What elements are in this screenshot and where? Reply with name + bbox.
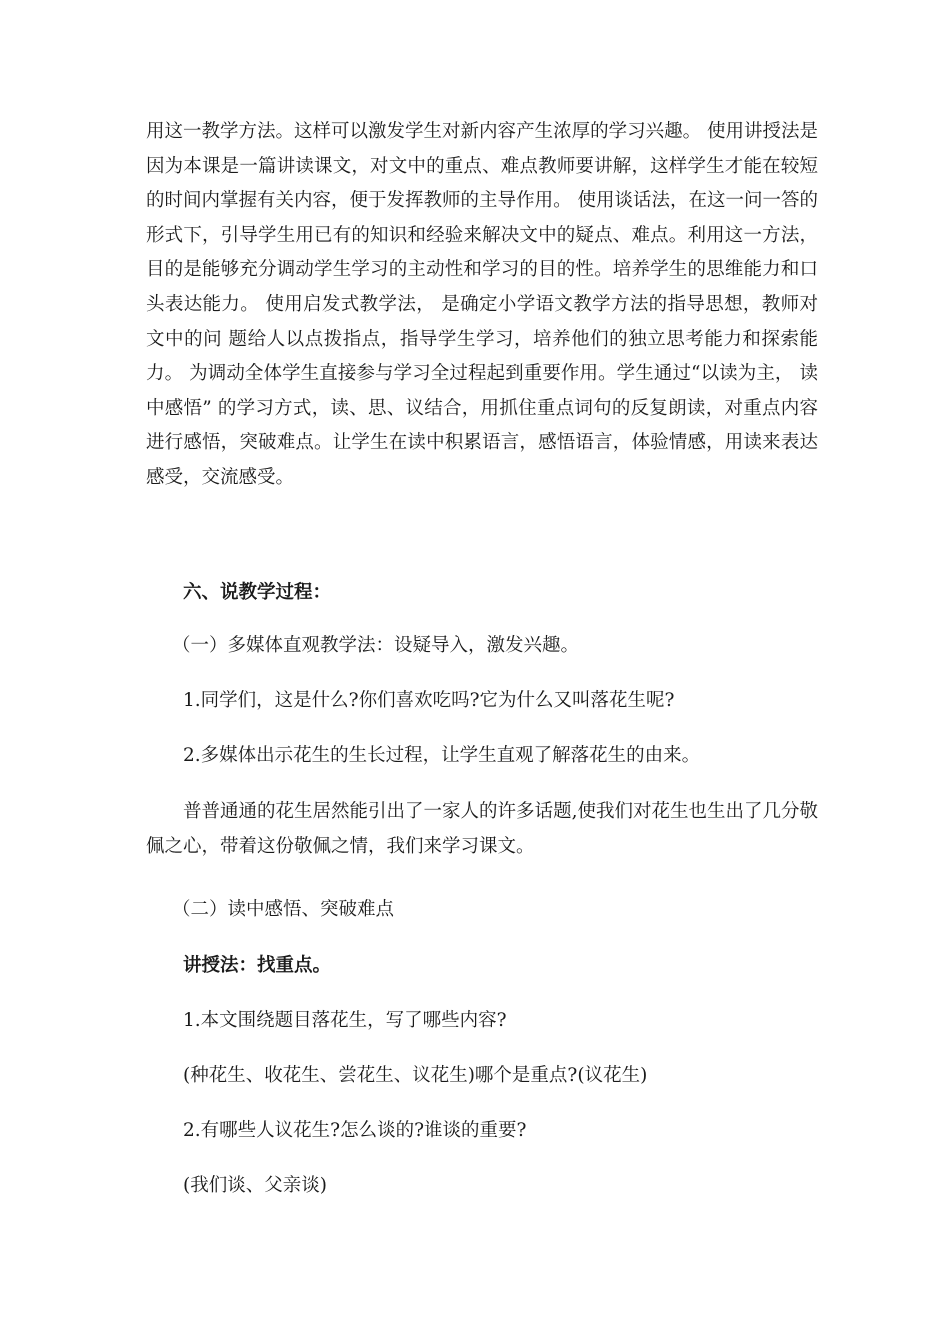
question-2: 2.有哪些人议花生?怎么谈的?谁谈的重要? [183,1120,527,1141]
step-one-heading: （一）多媒体直观教学法：设疑导入，激发兴趣。 [172,635,580,656]
step-two-heading: （二）读中感悟、突破难点 [172,899,395,920]
step-one-item-2: 2.多媒体出示花生的生长过程，让学生直观了解落花生的由来。 [183,745,701,766]
teaching-method-paragraph: 用这一教学方法。这样可以激发学生对新内容产生浓厚的学习兴趣。 使用讲授法是因为本课是一篇讲读课文，对文中的重点、难点教师要讲解，这样学生才能在较短的时间内掌握有关内容，便于发挥教师的主导作用。 使用谈话法，在这一问一答的形式下，引导学生用已有的知识和经验来解决文中的疑点、难点。利用这一方法，目的是能够充分调动学生学习的主动性和学习的目的性。培养学生的思维能力和口头表达能力。 使用启发式教学法， 是确定小学语文教学方法的指导思想，教师对文中的问 题给人以点拨指点，指导学生学习，培养他们的独立思考能力和探索能力。 为调动全体学生直接参与学习全过程起到重要作用。学生通过“以读为主， 读中感悟” 的学习方式，读、思、议结合，用抓住重点词句的反复朗读，对重点内容进行感悟，突破难点。让学生在读中积累语言，感悟语言，体验情感，用读来表达感受，交流感受。 [146,121,818,488]
answer-2: (我们谈、父亲谈) [183,1175,327,1196]
step-one-item-1: 1.同学们，这是什么?你们喜欢吃吗?它为什么又叫落花生呢? [183,690,675,711]
answer-1: (种花生、收花生、尝花生、议花生)哪个是重点?(议花生) [183,1065,648,1086]
question-1: 1.本文围绕题目落花生，写了哪些内容? [183,1010,507,1031]
intro-paragraph: 普普通通的花生居然能引出了一家人的许多话题,使我们对花生也生出了几分敬佩之心，带着这份敬佩之情，我们来学习课文。 [146,801,818,857]
lecture-method-heading: 讲授法：找重点。 [183,955,332,976]
section-six-heading: 六、说教学过程： [183,582,332,603]
